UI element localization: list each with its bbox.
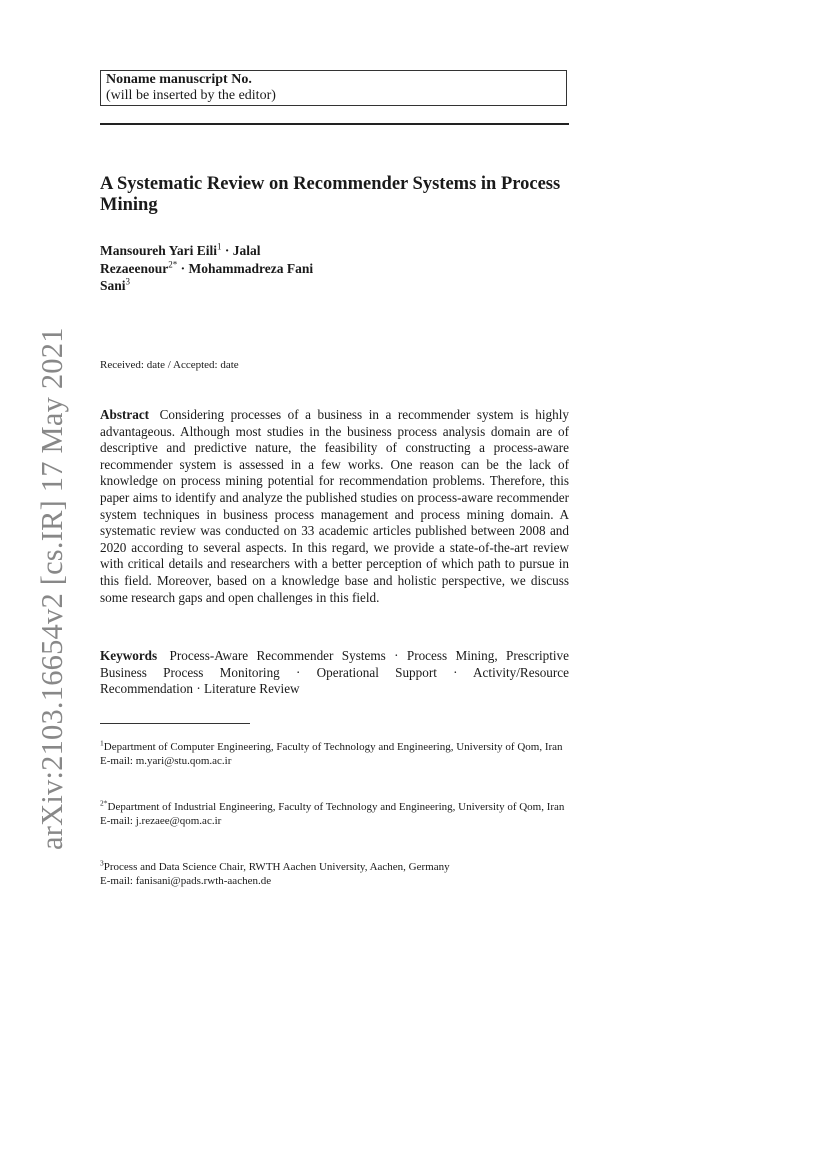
footnote-3-email: E-mail: fanisani@pads.rwth-aachen.de	[100, 874, 272, 887]
footnote-3-mark: 3	[100, 858, 104, 868]
footnote-rule	[100, 723, 250, 724]
footnote-2-mark: 2*	[100, 798, 108, 808]
header-rule	[100, 123, 569, 125]
author-3-affil: 3	[125, 276, 131, 287]
author-2-last: Rezaeenour	[100, 260, 169, 276]
footnote-2-affiliation: Department of Industrial Engineering, Faculty of Technology and Engineering, University of Qom, Iran	[107, 801, 565, 813]
author-2-affil: 2*	[168, 259, 178, 269]
editor-note-line: (will be inserted by the editor)	[106, 88, 276, 103]
footnote-3	[100, 858, 570, 888]
author-separator: ·	[221, 243, 233, 258]
footnote-1-email: E-mail: m.yari@stu.qom.ac.ir	[100, 754, 232, 767]
author-1-affil: 1	[217, 241, 222, 252]
footnote-1	[100, 738, 570, 768]
abstract-label: Abstract	[100, 407, 150, 422]
author-list	[100, 242, 400, 295]
keywords	[100, 648, 569, 698]
abstract	[100, 407, 569, 606]
author-2-first: Jalal	[232, 243, 261, 258]
paper-title: A Systematic Review on Recommender Systems in Process Mining	[100, 174, 561, 215]
keywords-text: Process-Aware Recommender Systems · Process Mining, Prescriptive Business Process Monitoring · Operational Support · Activity/Resource Recommendation · Literature Review	[100, 648, 570, 697]
footnote-2	[100, 798, 570, 828]
abstract-text: Considering processes of a business in a recommender system is highly advantageous. Although most studies in the business process analysis domain are of descriptive and predictive nature, the feasibility of constructing a process-aware recommender system is assessed in a few works. One reason can be the lack of knowledge on process mining potential for recommendation problems. Therefore, this paper aims to identify and analyze the published studies on process-aware recommender system techniques in business process management and process mining domain. A systematic review was conducted on 33 academic articles published between 2008 and 2020 according to several aspects. In this regard, we provide a state-of-the-art review with critical details and researchers with a better perception of which path to pursue in this field. Moreover, based on a knowledge base and holistic perspective, we discuss some research gaps and open challenges in this field.	[100, 407, 569, 605]
received-date: Received: date / Accepted: date	[100, 359, 239, 371]
manuscript-header-box	[100, 70, 567, 106]
arxiv-sidebar-stamp: arXiv:2103.16654v2 [cs.IR] 17 May 2021	[35, 327, 69, 850]
footnote-1-affiliation: Department of Computer Engineering, Faculty of Technology and Engineering, University of Qom, Iran	[103, 741, 563, 753]
author-3-last: Sani	[100, 278, 126, 293]
manuscript-number-line: Noname manuscript No.	[106, 72, 252, 87]
keywords-label: Keywords	[100, 648, 158, 663]
footnote-2-email: E-mail: j.rezaee@qom.ac.ir	[100, 814, 222, 827]
author-3-first: Mohammadreza Fani	[188, 260, 314, 276]
footnote-3-affiliation: Process and Data Science Chair, RWTH Aachen University, Aachen, Germany	[103, 861, 450, 873]
author-separator: ·	[177, 260, 189, 276]
footnote-1-mark: 1	[100, 738, 104, 748]
author-1-name: Mansoureh Yari Eili	[100, 243, 218, 258]
